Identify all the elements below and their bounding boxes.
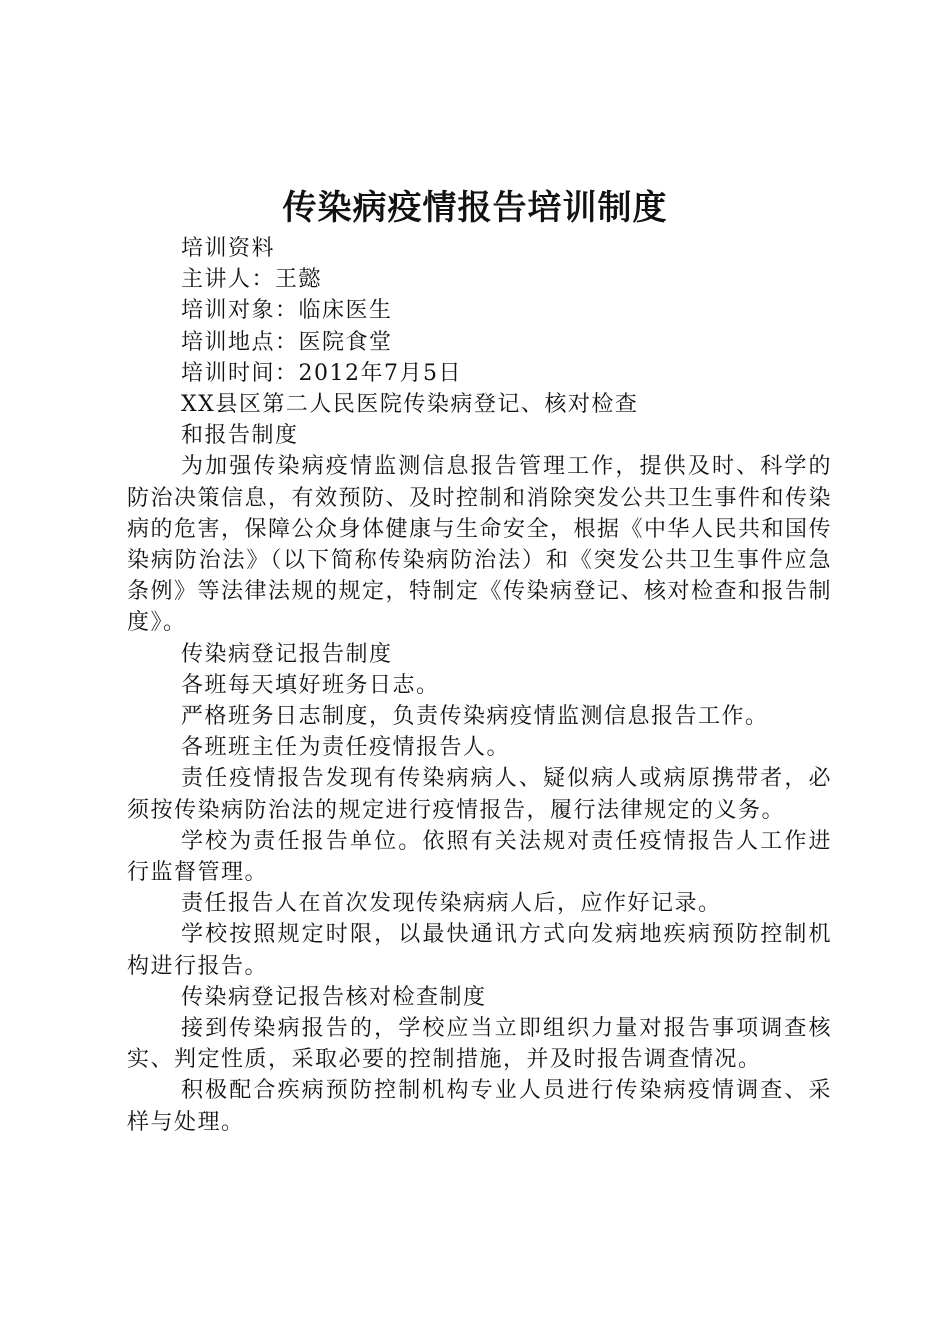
document-title: 传染病疫情报告培训制度 xyxy=(282,188,668,228)
section-heading-registration: 传染病登记报告制度 xyxy=(181,641,393,667)
paragraph-speaker: 主讲人：王懿 xyxy=(181,267,323,293)
paragraph-date: 培训时间：2012年7月5日 xyxy=(181,360,462,386)
paragraph-rule: 责任疫情报告发现有传染病病人、疑似病人或病原携带者，必须按传染病防治法的规定进行疫情报告，履行法律规定的义务。 xyxy=(127,766,832,823)
paragraph-rule: 接到传染病报告的，学校应当立即组织力量对报告事项调查核实、判定性质，采取必要的控制措施，并及时报告调查情况。 xyxy=(127,1016,832,1073)
paragraph-rule: 责任报告人在首次发现传染病病人后，应作好记录。 xyxy=(181,891,722,917)
paragraph-intro: 为加强传染病疫情监测信息报告管理工作，提供及时、科学的防治决策信息，有效预防、及时控制和消除突发公共卫生事件和传染病的危害，保障公众身体健康与生命安全，根据《中华人民共和国传染病防治法》（以下简称传染病防治法）和《突发公共卫生事件应急条例》等法律法规的规定，特制定《传染病登记、核对检查和报告制度》。 xyxy=(127,454,833,636)
paragraph-rule: 学校按照规定时限，以最快通讯方式向发病地疾病预防控制机构进行报告。 xyxy=(127,922,832,979)
paragraph-rule: 严格班务日志制度，负责传染病疫情监测信息报告工作。 xyxy=(181,704,769,730)
paragraph-material-label: 培训资料 xyxy=(181,236,276,261)
paragraph-rule: 学校为责任报告单位。依照有关法规对责任疫情报告人工作进行监督管理。 xyxy=(127,828,832,886)
paragraph-hospital-heading-cont: 和报告制度 xyxy=(181,423,299,449)
paragraph-rule: 各班班主任为责任疫情报告人。 xyxy=(181,735,511,761)
paragraph-audience: 培训对象：临床医生 xyxy=(181,298,393,324)
paragraph-rule: 各班每天填好班务日志。 xyxy=(181,672,440,698)
paragraph-hospital-heading: XX县区第二人民医院传染病登记、核对检查 xyxy=(181,392,639,418)
paragraph-location: 培训地点：医院食堂 xyxy=(181,329,393,355)
paragraph-rule: 积极配合疾病预防控制机构专业人员进行传染病疫情调查、采样与处理。 xyxy=(127,1078,832,1135)
document-body xyxy=(127,233,832,1138)
section-heading-verification: 传染病登记报告核对检查制度 xyxy=(181,984,487,1010)
